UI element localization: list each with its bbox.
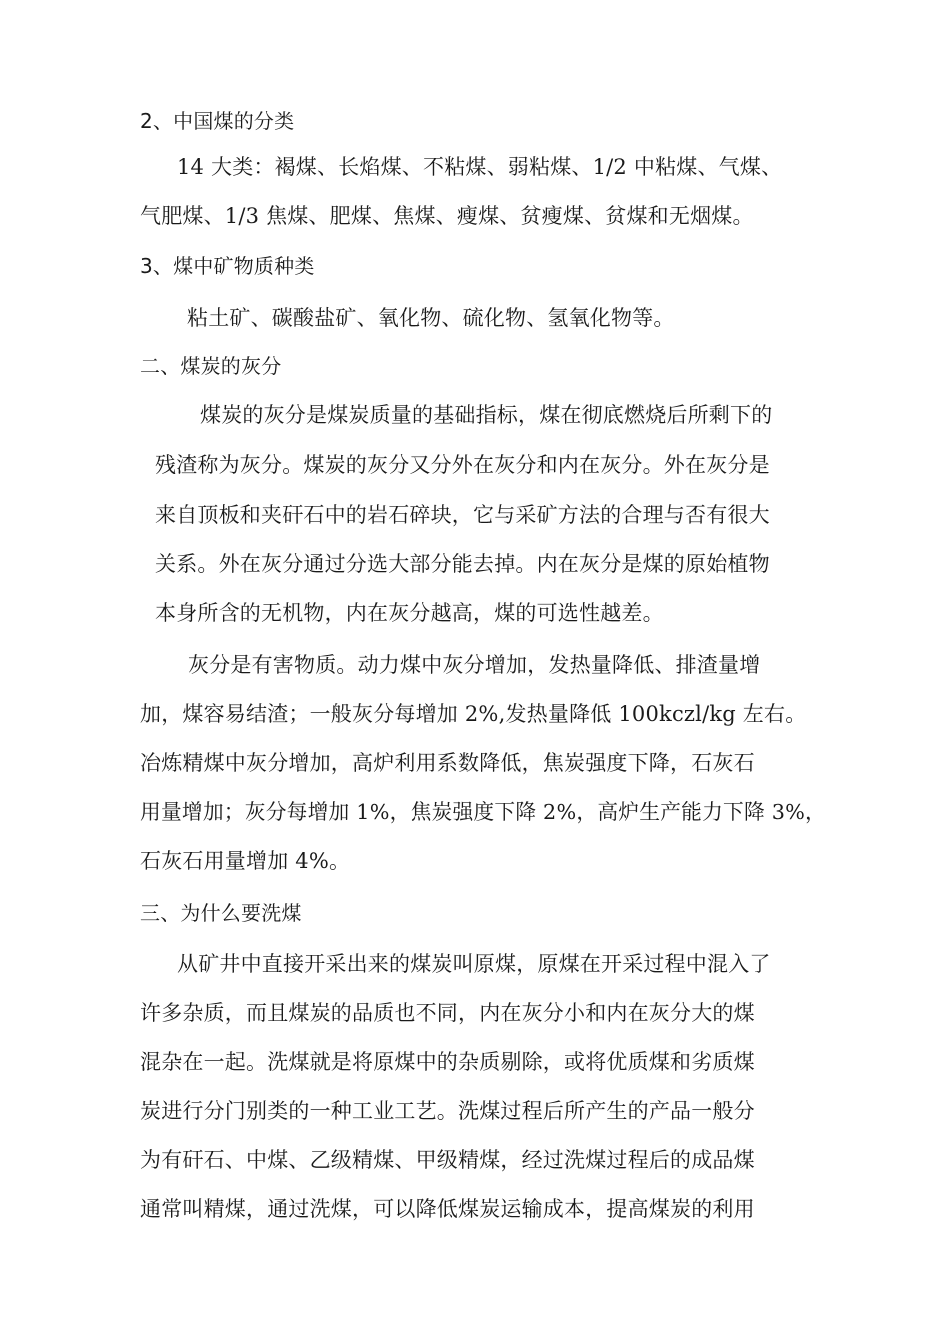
- part-3-p1-line-6: 通常叫精煤，通过洗煤，可以降低煤炭运输成本，提高煤炭的利用: [140, 1197, 755, 1221]
- section-2-line-1: 14 大类：褐煤、长焰煤、不粘煤、弱粘煤、1/2 中粘煤、气煤、: [177, 155, 783, 179]
- section-2-heading: 2、中国煤的分类: [140, 109, 295, 133]
- part-2-p1-line-3: 来自顶板和夹矸石中的岩石碎块，它与采矿方法的合理与否有很大: [155, 503, 770, 527]
- part-2-p2-line-3: 冶炼精煤中灰分增加，高炉利用系数降低，焦炭强度下降，石灰石: [140, 751, 755, 775]
- part-3-p1-line-4: 炭进行分门别类的一种工业工艺。洗煤过程后所产生的产品一般分: [140, 1099, 755, 1123]
- section-3-heading: 3、煤中矿物质种类: [140, 254, 315, 278]
- part-2-p2-line-4: 用量增加；灰分每增加 1%，焦炭强度下降 2%，高炉生产能力下降 3%，: [140, 800, 826, 824]
- part-3-p1-line-2: 许多杂质，而且煤炭的品质也不同，内在灰分小和内在灰分大的煤: [140, 1001, 755, 1025]
- part-3-heading: 三、为什么要洗煤: [140, 901, 302, 925]
- part-2-heading: 二、煤炭的灰分: [140, 354, 282, 378]
- part-2-p2-line-2: 加，煤容易结渣；一般灰分每增加 2%,发热量降低 100kczl/kg 左右。: [140, 702, 807, 726]
- section-3-line-1: 粘土矿、碳酸盐矿、氧化物、硫化物、氢氧化物等。: [187, 306, 675, 330]
- part-2-p1-line-1: 煤炭的灰分是煤炭质量的基础指标，煤在彻底燃烧后所剩下的: [200, 403, 773, 427]
- part-2-p1-line-5: 本身所含的无机物，内在灰分越高，煤的可选性越差。: [155, 601, 664, 625]
- part-2-p2-line-1: 灰分是有害物质。动力煤中灰分增加，发热量降低、排渣量增: [188, 653, 761, 677]
- section-2-line-2: 气肥煤、1/3 焦煤、肥煤、焦煤、瘦煤、贫瘦煤、贫煤和无烟煤。: [140, 204, 754, 228]
- part-2-p1-line-2: 残渣称为灰分。煤炭的灰分又分外在灰分和内在灰分。外在灰分是: [155, 453, 770, 477]
- part-2-p2-line-5: 石灰石用量增加 4%。: [140, 849, 351, 873]
- part-3-p1-line-5: 为有矸石、中煤、乙级精煤、甲级精煤，经过洗煤过程后的成品煤: [140, 1148, 755, 1172]
- part-3-p1-line-3: 混杂在一起。洗煤就是将原煤中的杂质剔除，或将优质煤和劣质煤: [140, 1050, 755, 1074]
- part-3-p1-line-1: 从矿井中直接开采出来的煤炭叫原煤，原煤在开采过程中混入了: [177, 952, 771, 976]
- part-2-p1-line-4: 关系。外在灰分通过分选大部分能去掉。内在灰分是煤的原始植物: [155, 552, 770, 576]
